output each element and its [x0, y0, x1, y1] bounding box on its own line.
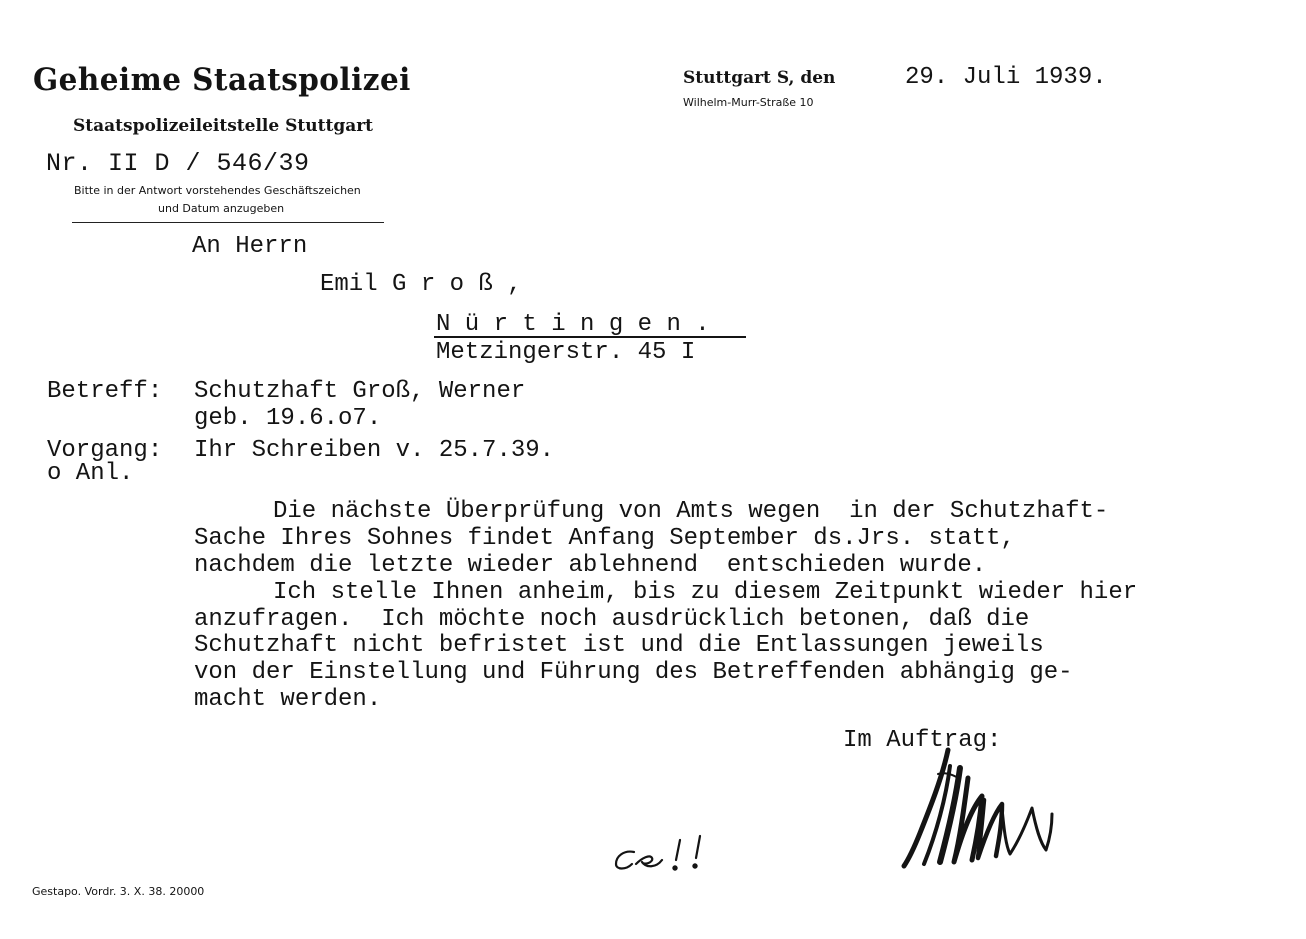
city-line: Stuttgart S, den — [683, 68, 836, 88]
body-line: Schutzhaft nicht befristet ist und die Entlassungen jeweils — [194, 632, 1044, 659]
subject-line1: Schutzhaft Groß, Werner — [194, 378, 526, 405]
authority-heading: Geheime Staatspolizei — [33, 62, 411, 98]
reference-note-line2: und Datum anzugeben — [158, 202, 285, 215]
body-line: Sache Ihres Sohnes findet Anfang September ds.Jrs. statt, — [194, 525, 1015, 552]
body-line: macht werden. — [194, 686, 382, 713]
reference-number: Nr. II D / 546/39 — [46, 149, 310, 178]
letterhead-divider — [72, 222, 384, 223]
subject-label: Betreff: — [47, 378, 163, 405]
office-subheading: Staatspolizeileitstelle Stuttgart — [73, 116, 374, 136]
printer-note: Gestapo. Vordr. 3. X. 38. 20000 — [32, 885, 205, 898]
office-street: Wilhelm-Murr-Straße 10 — [683, 96, 814, 109]
body-line: von der Einstellung und Führung des Betreffenden abhängig ge- — [194, 659, 1073, 686]
body-line: Die nächste Überprüfung von Amts wegen in der Schutzhaft- — [273, 498, 1109, 525]
closing-phrase: Im Auftrag: — [843, 727, 1002, 754]
body-line: nachdem die letzte wieder ablehnend entschieden wurde. — [194, 552, 987, 579]
procedure-value: Ihr Schreiben v. 25.7.39. — [194, 437, 555, 464]
reference-note-line1: Bitte in der Antwort vorstehendes Geschäftszeichen — [74, 184, 361, 197]
addressee-town: N ü r t i n g e n . — [436, 311, 710, 338]
subject-line2: geb. 19.6.o7. — [194, 405, 382, 432]
procedure-label: Vorgang: — [47, 437, 163, 464]
handwritten-mark — [606, 828, 726, 878]
letter-date: 29. Juli 1939. — [905, 64, 1107, 91]
town-underline — [434, 336, 746, 338]
handwritten-signature — [890, 738, 1065, 878]
enclosures: o Anl. — [47, 460, 134, 487]
salutation: An Herrn — [192, 233, 308, 260]
addressee-street: Metzingerstr. 45 I — [436, 339, 696, 366]
addressee-name: Emil G r o ß , — [320, 271, 522, 298]
body-line: Ich stelle Ihnen anheim, bis zu diesem Zeitpunkt wieder hier — [273, 579, 1138, 606]
body-line: anzufragen. Ich möchte noch ausdrücklich betonen, daß die — [194, 606, 1030, 633]
